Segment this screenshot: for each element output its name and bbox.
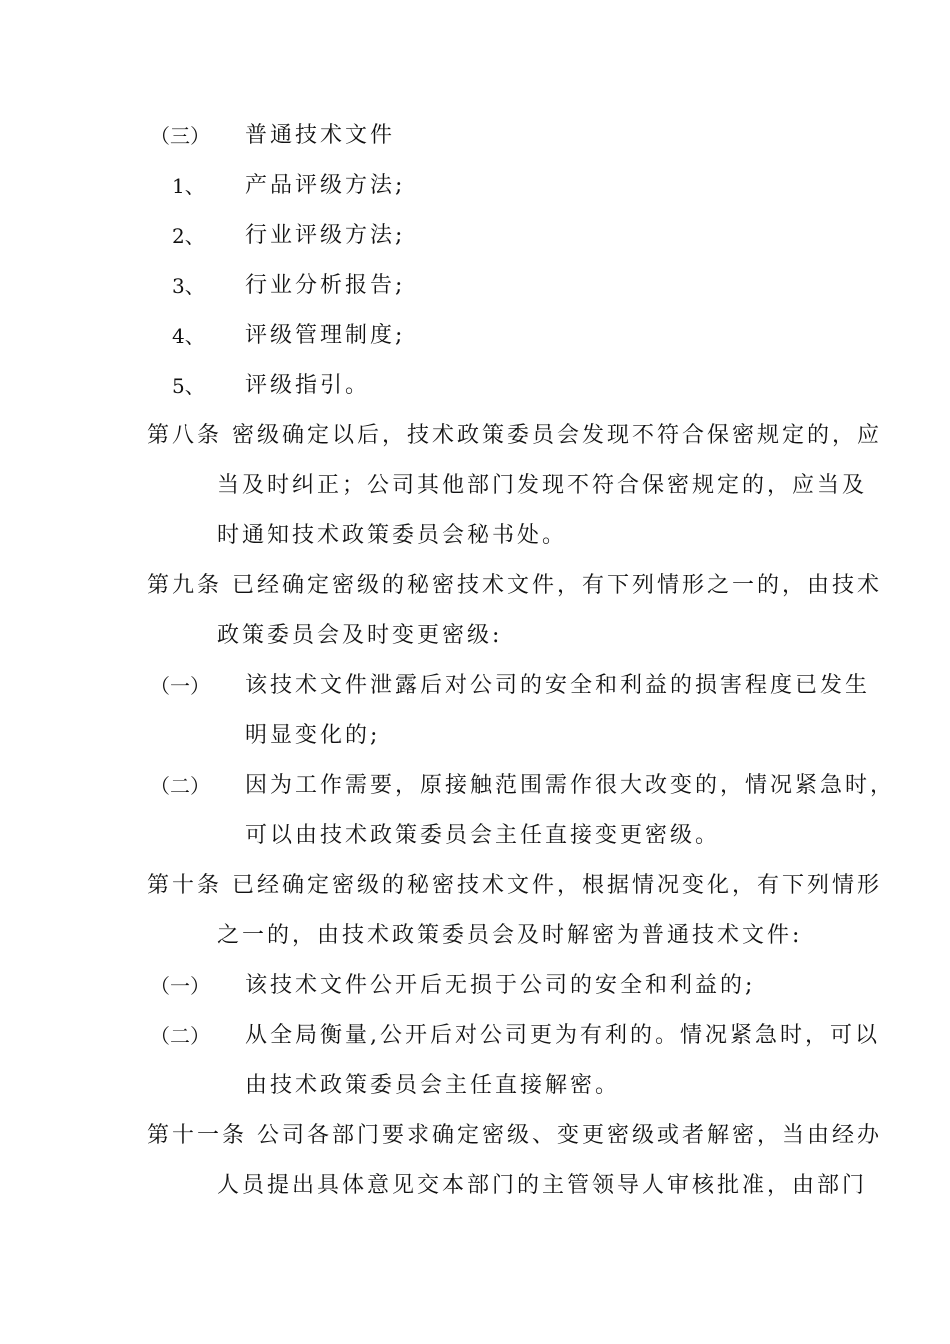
clause-marker: （二） — [150, 1024, 210, 1048]
clause-line: 明显变化的; — [245, 723, 381, 748]
list-item-number: 2、 — [172, 224, 205, 248]
list-item-number: 1、 — [172, 174, 205, 198]
clause-line: 因为工作需要，原接触范围需作很大改变的，情况紧急时， — [245, 773, 896, 798]
article-11-line: 人员提出具体意见交本部门的主管领导人审核批准，由部门 — [217, 1173, 868, 1198]
list-item-number: 3、 — [172, 274, 205, 298]
clause-line: 从全局衡量,公开后对公司更为有利的。情况紧急时，可以 — [245, 1023, 880, 1048]
list-item-text: 评级管理制度; — [245, 323, 406, 348]
section-title: 普通技术文件 — [245, 123, 396, 148]
article-10-line: 之一的，由技术政策委员会及时解密为普通技术文件: — [217, 923, 803, 948]
article-11-line: 第十一条 公司各部门要求确定密级、变更密级或者解密，当由经办 — [147, 1123, 882, 1148]
clause-line: 该技术文件公开后无损于公司的安全和利益的; — [245, 973, 756, 998]
article-10-line: 第十条 已经确定密级的秘密技术文件，根据情况变化，有下列情形 — [147, 873, 882, 898]
article-8-line: 第八条 密级确定以后，技术政策委员会发现不符合保密规定的，应 — [147, 423, 882, 448]
list-item-text: 评级指引。 — [245, 373, 371, 398]
list-item-text: 行业分析报告; — [245, 273, 406, 298]
section-marker: （三） — [150, 124, 210, 148]
clause-marker: （二） — [150, 774, 210, 798]
list-item-number: 5、 — [172, 374, 205, 398]
article-8-line: 时通知技术政策委员会秘书处。 — [217, 523, 568, 548]
list-item-text: 产品评级方法; — [245, 173, 406, 198]
article-9-line: 政策委员会及时变更密级: — [217, 623, 503, 648]
list-item-text: 行业评级方法; — [245, 223, 406, 248]
article-8-line: 当及时纠正；公司其他部门发现不符合保密规定的，应当及 — [217, 473, 868, 498]
list-item-number: 4、 — [172, 324, 205, 348]
clause-marker: （一） — [150, 974, 210, 998]
clause-marker: （一） — [150, 674, 210, 698]
clause-line: 由技术政策委员会主任直接解密。 — [245, 1073, 621, 1098]
article-9-line: 第九条 已经确定密级的秘密技术文件，有下列情形之一的，由技术 — [147, 573, 882, 598]
clause-line: 可以由技术政策委员会主任直接变更密级。 — [245, 823, 721, 848]
clause-line: 该技术文件泄露后对公司的安全和利益的损害程度已发生 — [245, 673, 871, 698]
